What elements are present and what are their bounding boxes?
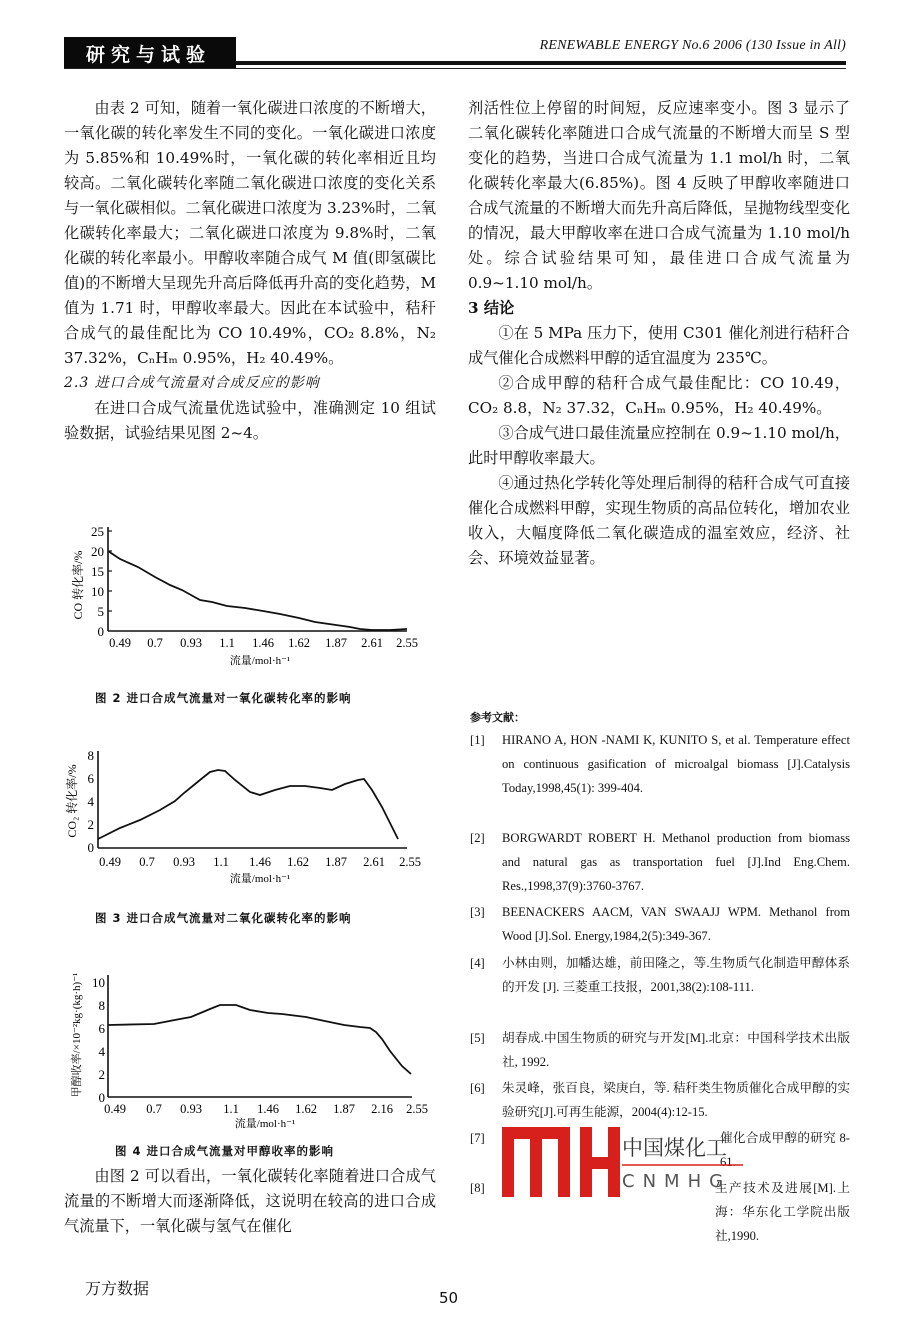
svg-text:4: 4 <box>98 1044 105 1059</box>
svg-text:5: 5 <box>97 604 104 619</box>
svg-text:10: 10 <box>92 975 105 990</box>
co-conversion-line <box>108 551 407 630</box>
svg-text:0.93: 0.93 <box>180 1102 202 1116</box>
header-rule-thin <box>64 68 846 69</box>
y-axis-label: CO₂ 转化率/% <box>65 764 79 838</box>
svg-text:2.61: 2.61 <box>361 636 383 650</box>
conclusion-2: ②合成甲醇的秸秆合成气最佳配比：CO 10.49，CO₂ 8.8，N₂ 37.32，CₙHₘ 0.95%，H₂ 40.49%。 <box>468 374 850 417</box>
reference-item: [8] 生产技术及进展[M].上海：华东化工学院出版社,1990. <box>470 1181 850 1243</box>
svg-text:1.87: 1.87 <box>325 855 347 869</box>
svg-text:0.7: 0.7 <box>147 636 163 650</box>
journal-header: RENEWABLE ENERGY No.6 2006 (130 Issue in All) <box>539 38 846 53</box>
left-text-top <box>64 96 436 446</box>
svg-text:2.61: 2.61 <box>363 855 385 869</box>
svg-text:0: 0 <box>87 840 94 855</box>
svg-text:6: 6 <box>87 771 94 786</box>
svg-text:1.62: 1.62 <box>287 855 309 869</box>
section-heading-3: 3 结论 <box>468 299 515 317</box>
svg-text:8: 8 <box>87 748 94 763</box>
svg-text:0.93: 0.93 <box>173 855 195 869</box>
svg-text:0: 0 <box>98 1090 105 1105</box>
y-axis-label: 甲醇收率/×10⁻²kg·(kg·h)⁻¹ <box>71 972 83 1098</box>
watermark-logo <box>500 1125 750 1215</box>
paragraph: 由图 2 可以看出，一氧化碳转化率随着进口合成气流量的不断增大而逐渐降低，这说明在较高的进口合成气流量下，一氧化碳与氢气在催化 <box>64 1167 436 1235</box>
svg-text:2.55: 2.55 <box>396 636 418 650</box>
svg-text:10: 10 <box>91 584 104 599</box>
svg-text:0.49: 0.49 <box>99 855 121 869</box>
svg-text:1.1: 1.1 <box>223 1102 239 1116</box>
svg-text:2: 2 <box>87 817 94 832</box>
svg-text:0.7: 0.7 <box>139 855 155 869</box>
x-axis <box>108 631 418 667</box>
conclusion-1: ①在 5 MPa 压力下，使用 C301 催化剂进行秸秆合成气催化合成燃料甲醇的适宜温度为 235℃。 <box>468 324 850 367</box>
footer-source: 万方数据 <box>85 1279 150 1298</box>
svg-text:1.1: 1.1 <box>219 636 235 650</box>
reference-item: [6] 朱灵峰，张百良，梁庚白，等. 秸秆类生物质催化合成甲醇的实验研究[J].可再生能源，2004(4):12-15. <box>470 1081 850 1119</box>
y-axis-label: CO 转化率/% <box>71 550 85 620</box>
page-number: 50 <box>439 1289 459 1307</box>
svg-text:2.16: 2.16 <box>371 1102 393 1116</box>
methanol-yield-line <box>108 1005 411 1074</box>
co2-conversion-line <box>98 770 398 839</box>
x-axis-label: 流量/mol·h⁻¹ <box>229 655 291 667</box>
svg-text:8: 8 <box>98 998 105 1013</box>
x-axis-label: 流量/mol·h⁻¹ <box>234 1118 296 1130</box>
figure-2-chart <box>60 515 440 665</box>
paragraph: 在进口合成气流量优选试验中，准确测定 10 组试验数据，试验结果见图 2~4。 <box>64 399 436 442</box>
figure-3-caption: 图 3 进口合成气流量对二氧化碳转化率的影响 <box>95 911 352 925</box>
svg-text:1.62: 1.62 <box>288 636 310 650</box>
left-text-bottom <box>64 1164 436 1239</box>
svg-text:1.62: 1.62 <box>295 1102 317 1116</box>
y-axis <box>69 973 108 1105</box>
figure-4-chart <box>60 955 450 1130</box>
reference-item: [7] 催化合成甲醇的研究 8-61. <box>470 1131 850 1169</box>
svg-text:2.55: 2.55 <box>406 1102 428 1116</box>
figure-3-chart <box>60 735 440 885</box>
svg-text:1.1: 1.1 <box>213 855 229 869</box>
section-heading-2-3: 2.3 进口合成气流量对合成反应的影响 <box>64 375 320 391</box>
reference-item: [2] BORGWARDT ROBERT H. Methanol production from biomass and natural gas as transportation fuel [J].Ind Eng.Chem. Res.,1998,37(9):3760-3767. <box>470 831 850 893</box>
svg-text:4: 4 <box>87 794 94 809</box>
x-axis-label: 流量/mol·h⁻¹ <box>229 873 291 885</box>
reference-item: [4] 小林由则，加幡达雄，前田隆之，等.生物质气化制造甲醇体系的开发 [J]. 三菱重工技报，2001,38(2):108-111. <box>470 956 850 994</box>
figure-4-caption: 图 4 进口合成气流量对甲醇收率的影响 <box>115 1144 335 1158</box>
svg-text:2: 2 <box>98 1067 105 1082</box>
svg-text:15: 15 <box>91 564 104 579</box>
figure-2-caption: 图 2 进口合成气流量对一氧化碳转化率的影响 <box>95 691 352 705</box>
svg-text:1.87: 1.87 <box>333 1102 355 1116</box>
svg-text:0.93: 0.93 <box>180 636 202 650</box>
svg-text:2.55: 2.55 <box>399 855 421 869</box>
svg-text:1.46: 1.46 <box>249 855 271 869</box>
paragraph: 由表 2 可知，随着一氧化碳进口浓度的不断增大，一氧化碳的转化率发生不同的变化。一氧化碳进口浓度为 5.85%和 10.49%时，一氧化碳的转化率相近且均较高。二氧化碳转化率随二氧化碳进口浓度的变化关系与一氧化碳相似。二氧化碳进口浓度为 3.23%时，二氧化碳转化率最大；二氧化碳进口浓度为 9.8%时，二氧化碳的转化率最小。甲醇收率随合成气 M 值(即氢碳比值)的不断增大呈现先升高后降低再升高的变化趋势，M 值为 1.71 时，甲醇收率最大。因此在本试验中，秸秆合成气的最佳配比为 CO 10.49%，CO₂ 8.8%，N₂ 37.32%，CₙHₘ 0.95%，H₂ 40.49%。 <box>64 99 437 367</box>
y-axis <box>70 524 112 639</box>
references-heading: 参考文献： <box>470 711 525 724</box>
y-axis <box>64 748 98 855</box>
svg-text:1.46: 1.46 <box>257 1102 279 1116</box>
svg-text:20: 20 <box>91 544 104 559</box>
watermark-cn: 中国煤化工 <box>622 1136 727 1160</box>
svg-text:6: 6 <box>98 1021 105 1036</box>
section-label: 研究与试验 <box>86 44 212 66</box>
conclusion-4: ④通过热化学转化等处理后制得的秸秆合成气可直接催化合成燃料甲醇，实现生物质的高品位转化，增加农业收入，大幅度降低二氧化碳造成的温室效应，经济、社会、环境效益显著。 <box>468 474 850 567</box>
svg-text:1.46: 1.46 <box>252 636 274 650</box>
svg-text:1.87: 1.87 <box>325 636 347 650</box>
reference-item: [3] BEENACKERS AACM, VAN SWAAJJ WPM. Methanol from Wood [J].Sol. Energy,1984,2(5):349-367. <box>470 905 850 943</box>
svg-text:0: 0 <box>97 624 104 639</box>
x-axis <box>104 1097 428 1130</box>
paragraph: 剂活性位上停留的时间短，反应速率变小。图 3 显示了二氧化碳转化率随进口合成气流量的不断增大而呈 S 型变化的趋势，当进口合成气流量为 1.1 mol/h 时，二氧化碳转化率最大(6.85%)。图 4 反映了甲醇收率随进口合成气流量的不断增大而先升高后降低，呈抛物线型变化的情况，最大甲醇收率在进口合成气流量为 1.10 mol/h 处。综合试验结果可知，最佳进口合成气流量为 0.9~1.10 mol/h。 <box>468 99 850 292</box>
x-axis <box>98 848 421 885</box>
svg-text:0.49: 0.49 <box>109 636 131 650</box>
mh-logo-icon <box>502 1127 620 1197</box>
right-text <box>468 96 850 571</box>
reference-item: [1] HIRANO A, HON -NAMI K, KUNITO S, et al. Temperature effect on continuous gasification of microalgal biomass [J].Catalysis Today,1998,45(1): 399-404. <box>470 733 850 795</box>
svg-text:0.49: 0.49 <box>104 1102 126 1116</box>
watermark-en: CNMHG <box>622 1171 732 1192</box>
reference-item: [5] 胡春成.中国生物质的研究与开发[M].北京：中国科学技术出版社, 1992. <box>470 1031 850 1069</box>
header-rule <box>236 61 846 65</box>
section-label-block <box>64 37 236 68</box>
svg-text:25: 25 <box>91 524 104 539</box>
svg-text:0.7: 0.7 <box>146 1102 162 1116</box>
conclusion-3: ③合成气进口最佳流量应控制在 0.9~1.10 mol/h，此时甲醇收率最大。 <box>468 424 850 467</box>
